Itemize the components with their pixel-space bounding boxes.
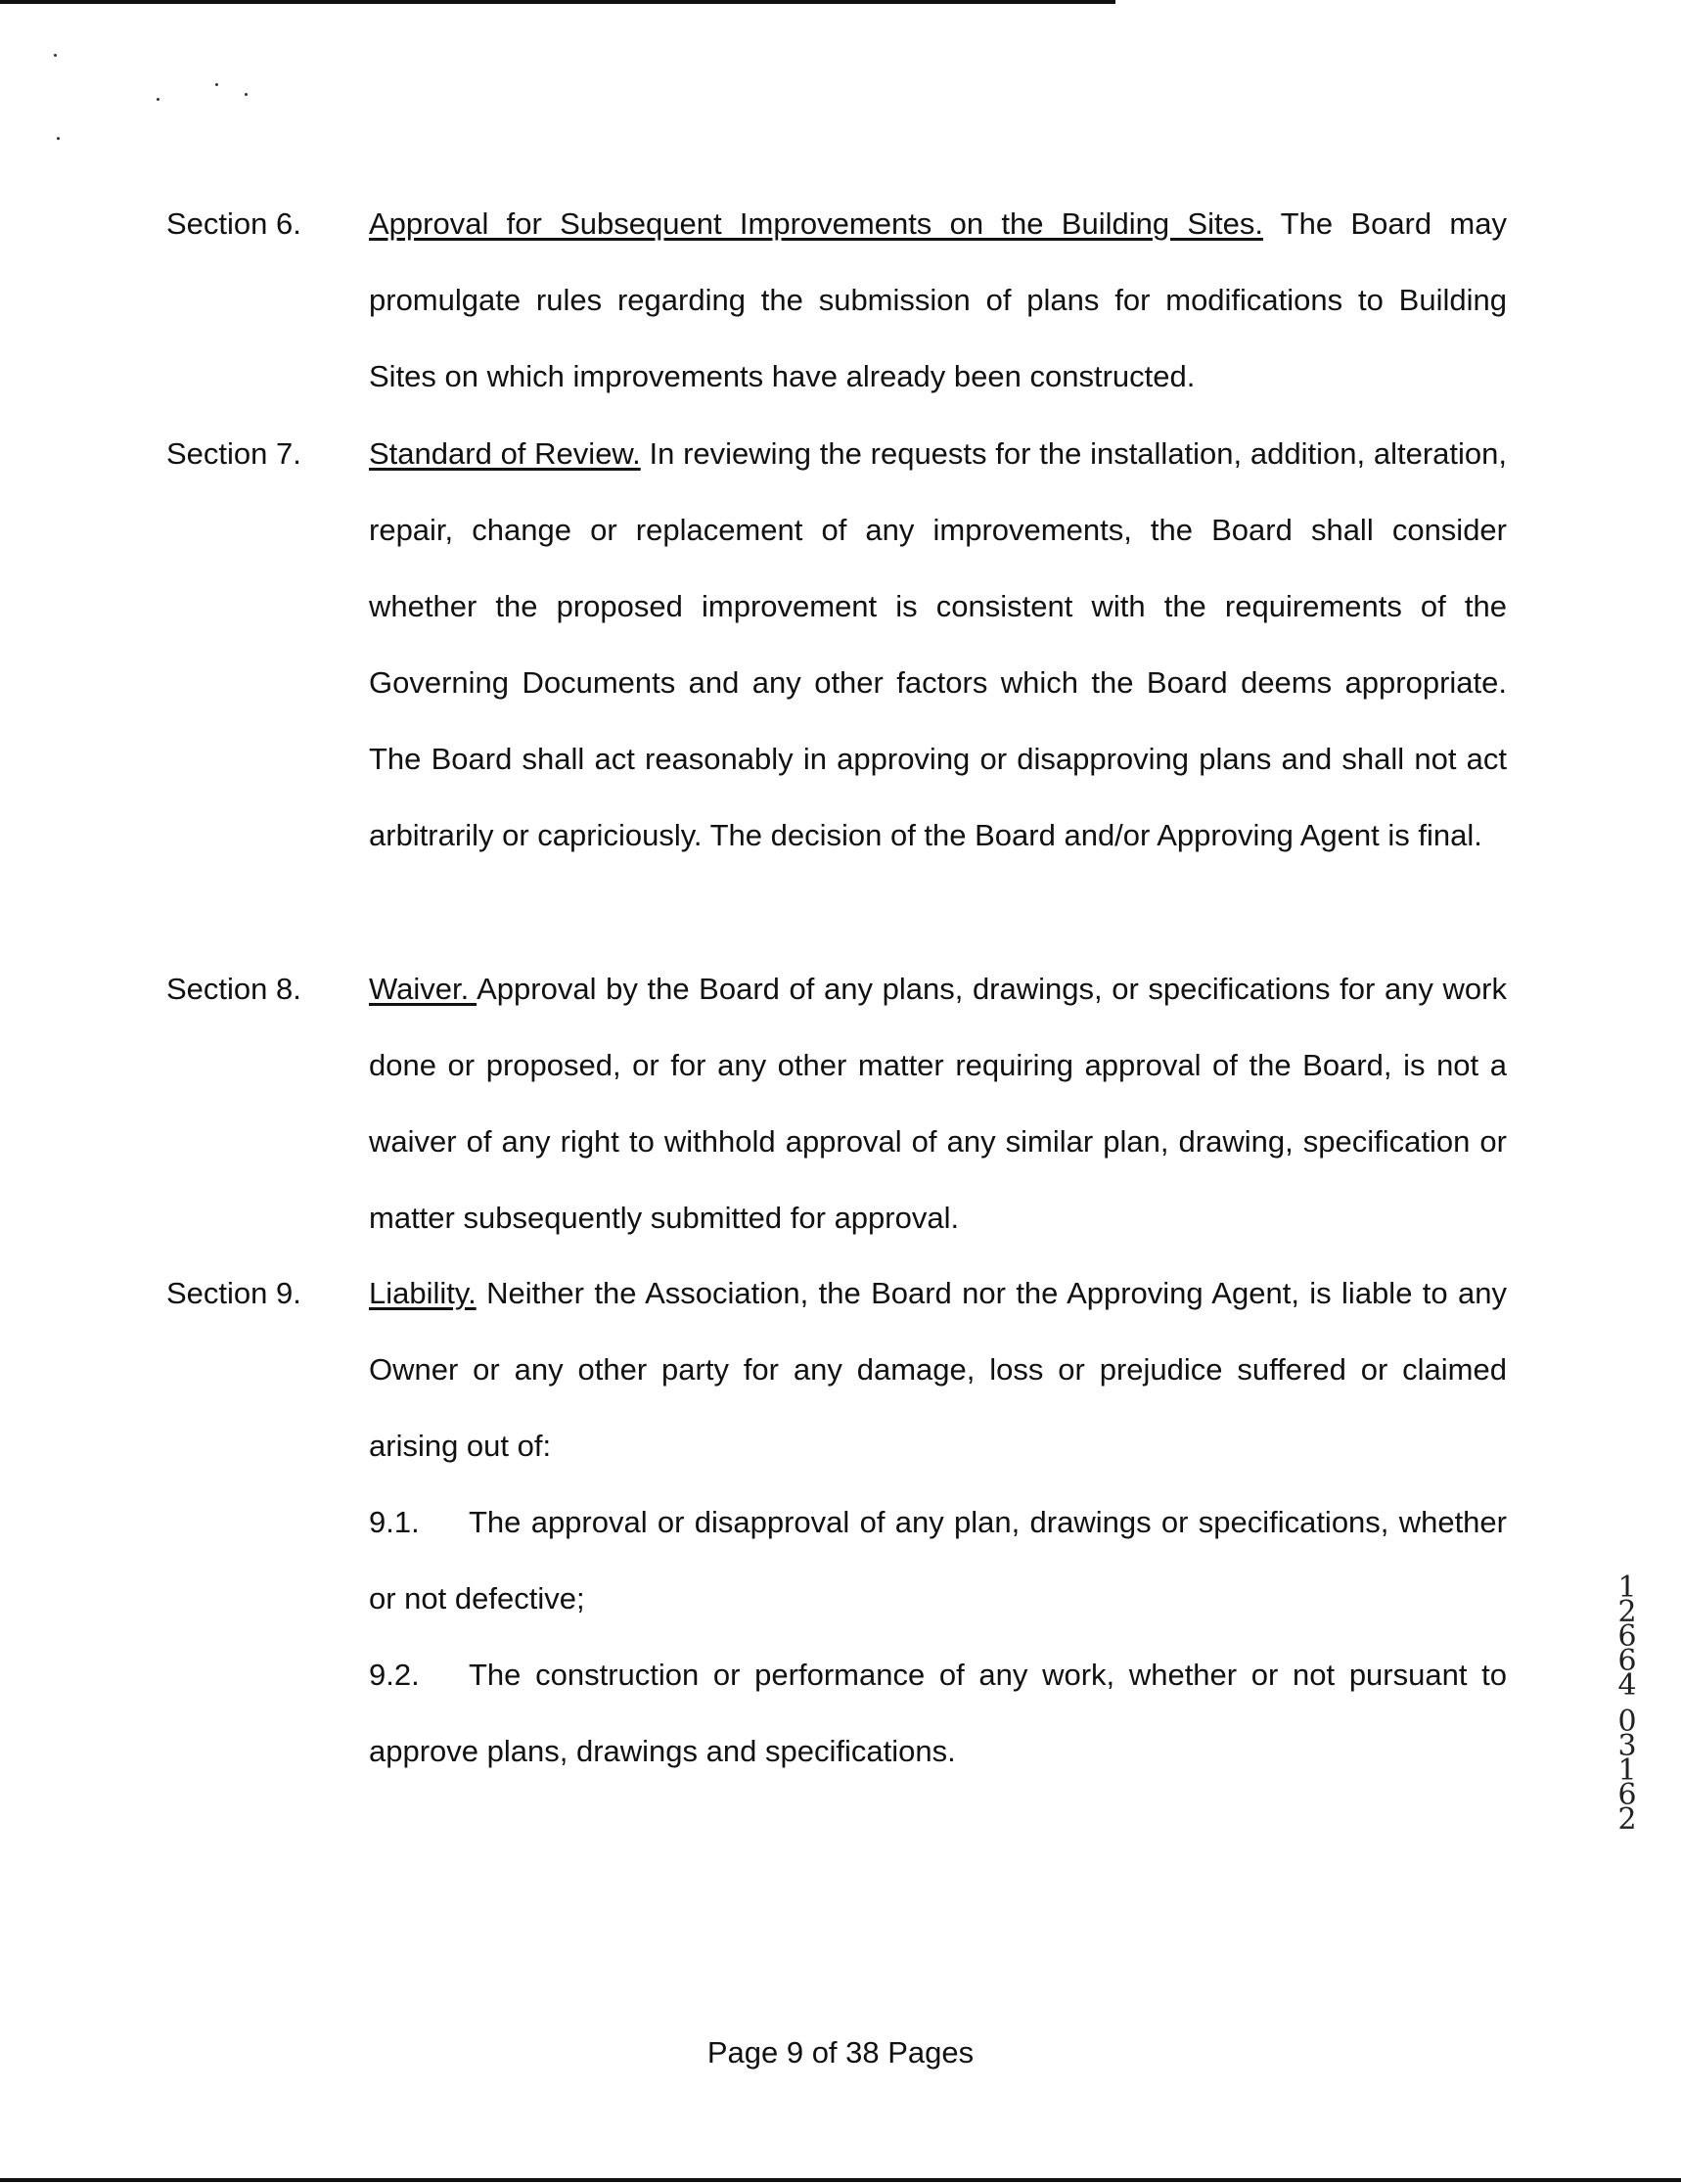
section-text: The Board may promulgate rules regarding the submission of plans for modifications to Building Sites on which improvements have already been constructed. xyxy=(369,206,1507,393)
list-item-number: 9.2. xyxy=(369,1658,420,1692)
section-body xyxy=(369,186,1507,415)
recording-number xyxy=(1613,1570,1642,1837)
recording-digit: 0 xyxy=(1617,1705,1637,1739)
list-item xyxy=(369,1484,1507,1637)
section-text: Approval by the Board of any plans, drawings, or specifications for any work done or proposed, or for any other matter requiring approval of the Board, is not a waiver of any right to withhold approval of any similar plan, drawing, specification or matter subsequently submitted for approval. xyxy=(369,972,1507,1235)
section-label: Section 6. xyxy=(166,206,301,241)
recording-digit: 6 xyxy=(1617,1778,1637,1812)
recording-digit: 4 xyxy=(1617,1668,1637,1703)
page-footer: Page 9 of 38 Pages xyxy=(706,2035,975,2070)
section-text: In reviewing the requests for the installation, addition, alteration, repair, change or replacement of any improvements, the Board shall consider whether the proposed improvement is consistent with the requirements of the Governing Documents and any other factors which the Board deems appropriate. The Board shall act reasonably in approving or disapproving plans and shall not act arbitrarily or capriciously. The decision of the Board and/or Approving Agent is final. xyxy=(369,436,1508,852)
section-heading: Waiver. xyxy=(369,972,477,1006)
recording-digit: 2 xyxy=(1617,1595,1637,1629)
scan-bottom-edge xyxy=(0,2178,1681,2182)
recording-digit: 6 xyxy=(1617,1619,1637,1654)
recording-digit: 2 xyxy=(1617,1802,1637,1837)
recording-digit: 6 xyxy=(1617,1644,1637,1678)
list-item-number: 9.1. xyxy=(369,1505,420,1539)
list-item-text: The approval or disapproval of any plan, drawings or specifications, whether or not defective; xyxy=(369,1505,1507,1615)
section-label: Section 7. xyxy=(166,436,301,471)
list-item xyxy=(369,1637,1507,1790)
recording-digit: 3 xyxy=(1617,1729,1637,1763)
section-label: Section 9. xyxy=(166,1276,301,1310)
section-body xyxy=(369,416,1507,874)
recording-digit: 1 xyxy=(1617,1753,1637,1788)
section-body xyxy=(369,1255,1507,1790)
list-item-text: The construction or performance of any work, whether or not pursuant to approve plans, drawings and specifications. xyxy=(369,1658,1507,1768)
section-heading: Standard of Review. xyxy=(369,436,641,471)
section-body xyxy=(369,951,1507,1256)
section-label: Section 8. xyxy=(166,972,301,1006)
section-heading: Liability. xyxy=(369,1276,477,1310)
recording-digit: 1 xyxy=(1617,1570,1637,1605)
section-text: Neither the Association, the Board nor the Approving Agent, is liable to any Owner or any other party for any damage, loss or prejudice suffered or claimed arising out of: xyxy=(369,1276,1507,1463)
section-heading: Approval for Subsequent Improvements on the Building Sites. xyxy=(369,206,1263,241)
